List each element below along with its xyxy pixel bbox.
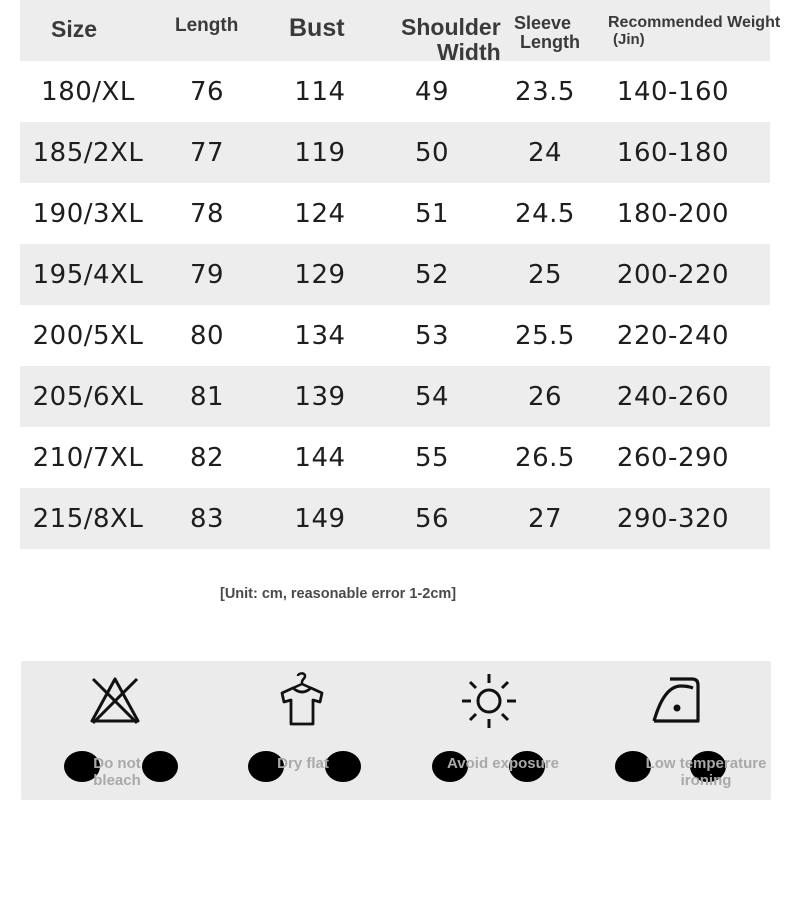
table-row — [20, 183, 770, 244]
cell-weight: 180-200 — [616, 198, 730, 229]
care-label-no-bleach: Do not bleach — [93, 755, 141, 789]
cell-length: 76 — [189, 76, 225, 107]
cell-size: 215/8XL — [32, 503, 144, 534]
cell-sleeve: 24 — [527, 137, 563, 168]
cell-sleeve: 26.5 — [515, 442, 575, 473]
cell-size: 185/2XL — [32, 137, 144, 168]
cell-bust: 139 — [294, 381, 346, 412]
cell-sleeve: 26 — [527, 381, 563, 412]
header-length: Length — [175, 15, 239, 36]
unit-note: [Unit: cm, reasonable error 1-2cm] — [220, 586, 457, 602]
cell-size: 195/4XL — [32, 259, 144, 290]
cell-size: 210/7XL — [32, 442, 144, 473]
no-bleach-icon — [87, 671, 143, 727]
cell-length: 79 — [189, 259, 225, 290]
care-label-low-temp-ironing: Low temperature ironing — [645, 755, 767, 789]
cell-sleeve: 27 — [527, 503, 563, 534]
table-body — [20, 61, 770, 549]
table-header — [20, 0, 781, 65]
table-row — [20, 366, 770, 427]
dry-flat-icon — [274, 671, 330, 727]
header-weight-line1: Recommended Weight — [608, 15, 781, 31]
cell-size: 180/XL — [41, 76, 135, 107]
cell-length: 82 — [189, 442, 225, 473]
cell-bust: 149 — [294, 503, 346, 534]
header-shoulder-line2: Width — [437, 39, 501, 65]
cell-bust: 114 — [294, 76, 346, 107]
cell-weight: 260-290 — [616, 442, 730, 473]
cell-sleeve: 23.5 — [515, 76, 575, 107]
cell-shoulder: 55 — [414, 442, 450, 473]
header-size: Size — [51, 16, 98, 42]
care-item-dry-flat — [208, 661, 395, 800]
care-item-no-bleach — [21, 661, 208, 800]
cell-size: 200/5XL — [32, 320, 144, 351]
header-weight-line2: (Jin) — [613, 31, 645, 48]
table-row — [20, 427, 770, 488]
cell-length: 77 — [189, 137, 225, 168]
cell-shoulder: 56 — [414, 503, 450, 534]
table-row — [20, 305, 770, 366]
header-bust: Bust — [289, 14, 345, 42]
cell-size: 190/3XL — [32, 198, 144, 229]
cell-weight: 200-220 — [616, 259, 730, 290]
care-item-low-temp-ironing — [582, 661, 769, 800]
care-item-avoid-exposure — [395, 661, 582, 800]
cell-weight: 140-160 — [616, 76, 730, 107]
header-sleeve-line2: Length — [520, 32, 580, 52]
header-sleeve-line1: Sleeve — [514, 13, 572, 33]
table-row — [20, 122, 770, 183]
cell-shoulder: 54 — [414, 381, 450, 412]
cell-bust: 144 — [294, 442, 346, 473]
cell-sleeve: 25 — [527, 259, 563, 290]
cell-length: 78 — [189, 198, 225, 229]
cell-sleeve: 24.5 — [515, 198, 575, 229]
cell-sleeve: 25.5 — [515, 320, 575, 351]
cell-length: 81 — [189, 381, 225, 412]
cell-bust: 129 — [294, 259, 346, 290]
care-instructions-panel — [21, 661, 771, 800]
cell-weight: 160-180 — [616, 137, 730, 168]
header-shoulder-line1: Shoulder — [401, 14, 501, 40]
cell-shoulder: 50 — [414, 137, 450, 168]
cell-shoulder: 52 — [414, 259, 450, 290]
sun-icon — [459, 671, 519, 731]
table-row — [20, 488, 770, 549]
size-chart-table — [20, 0, 781, 549]
cell-weight: 290-320 — [616, 503, 730, 534]
cell-bust: 134 — [294, 320, 346, 351]
cell-shoulder: 53 — [414, 320, 450, 351]
cell-shoulder: 49 — [414, 76, 450, 107]
cell-bust: 119 — [294, 137, 346, 168]
table-row — [20, 61, 770, 122]
care-label-dry-flat: Dry flat — [277, 755, 329, 772]
cell-length: 80 — [189, 320, 225, 351]
cell-shoulder: 51 — [414, 198, 450, 229]
cell-weight: 240-260 — [616, 381, 730, 412]
cell-length: 83 — [189, 503, 225, 534]
table-row — [20, 244, 770, 305]
cell-weight: 220-240 — [616, 320, 730, 351]
care-label-avoid-exposure: Avoid exposure — [447, 755, 559, 772]
iron-icon — [646, 671, 706, 731]
cell-bust: 124 — [294, 198, 346, 229]
cell-size: 205/6XL — [32, 381, 144, 412]
